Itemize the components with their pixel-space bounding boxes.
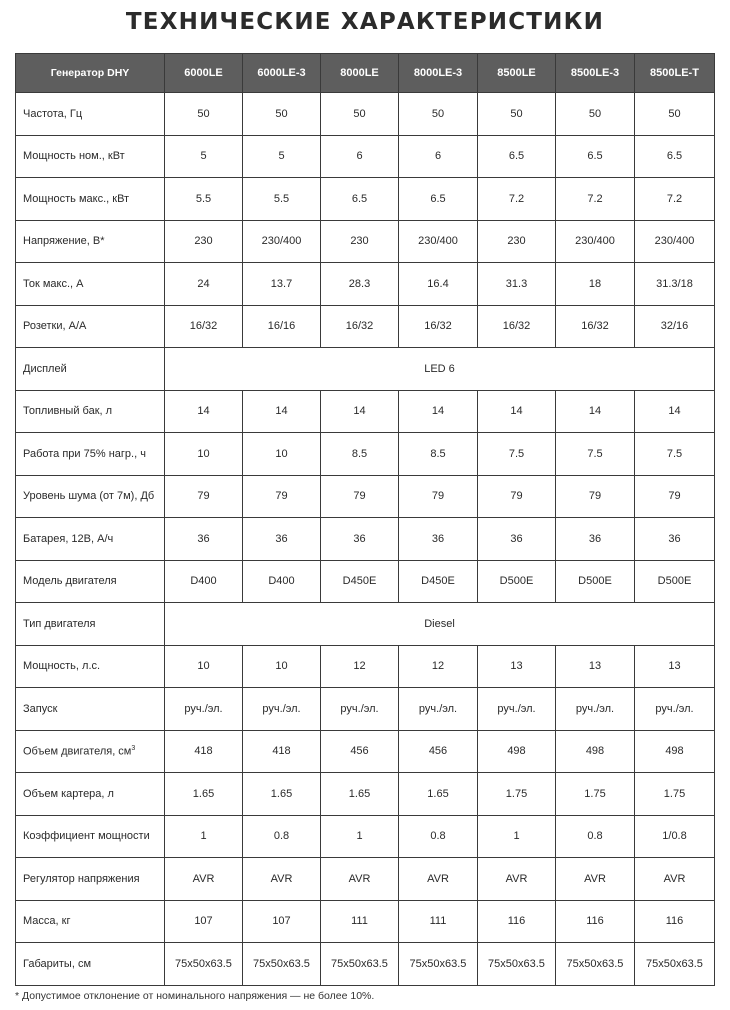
- table-cell: D500E: [556, 560, 635, 603]
- row-label: [16, 518, 165, 561]
- row-label: [16, 433, 165, 476]
- row-label-text: Уровень шума (от 7м), Дб: [23, 490, 155, 503]
- table-cell: 75x50x63.5: [478, 943, 556, 986]
- table-cell: 6.5: [478, 135, 556, 178]
- table-cell: 5: [165, 135, 243, 178]
- model-header: 8500LE: [478, 54, 556, 93]
- row-label-text: Напряжение, В*: [23, 235, 105, 248]
- row-label: [16, 390, 165, 433]
- row-label: [16, 93, 165, 136]
- table-cell: 79: [478, 475, 556, 518]
- row-label: [16, 178, 165, 221]
- row-label-text: Объем двигателя, см: [23, 745, 132, 758]
- table-cell: 1.65: [165, 773, 243, 816]
- table-cell: 14: [635, 390, 715, 433]
- table-cell: 111: [321, 900, 399, 943]
- table-cell: D400: [243, 560, 321, 603]
- table-cell: 1: [478, 815, 556, 858]
- table-cell: 13: [635, 645, 715, 688]
- table-cell: 36: [243, 518, 321, 561]
- table-cell: 230/400: [399, 220, 478, 263]
- model-header: 6000LE: [165, 54, 243, 93]
- row-label-text: Мощность макс., кВт: [23, 192, 130, 205]
- table-cell: 498: [478, 730, 556, 773]
- row-label-text: Дисплей: [23, 362, 67, 375]
- header-label: Генератор DHY: [16, 54, 165, 93]
- model-header: 6000LE-3: [243, 54, 321, 93]
- table-row: [16, 518, 715, 561]
- table-cell: D450E: [399, 560, 478, 603]
- spec-table: [15, 53, 715, 986]
- table-cell: руч./эл.: [556, 688, 635, 731]
- table-cell: 50: [165, 93, 243, 136]
- table-cell: 498: [635, 730, 715, 773]
- table-cell: 7.5: [478, 433, 556, 476]
- table-cell: 6.5: [556, 135, 635, 178]
- table-cell: 1.65: [399, 773, 478, 816]
- table-cell: 12: [321, 645, 399, 688]
- table-cell: 456: [321, 730, 399, 773]
- table-cell: 79: [165, 475, 243, 518]
- model-header: 8000LE-3: [399, 54, 478, 93]
- table-cell: 75x50x63.5: [399, 943, 478, 986]
- table-cell: 14: [321, 390, 399, 433]
- row-label: [16, 943, 165, 986]
- table-cell: 116: [635, 900, 715, 943]
- table-row: [16, 263, 715, 306]
- table-row: [16, 475, 715, 518]
- table-cell: 10: [243, 645, 321, 688]
- table-cell: 10: [243, 433, 321, 476]
- table-cell: 16/32: [556, 305, 635, 348]
- table-cell: 6.5: [321, 178, 399, 221]
- table-cell: 18: [556, 263, 635, 306]
- row-label-superscript: 3: [131, 744, 136, 752]
- table-cell: 230: [478, 220, 556, 263]
- table-cell: 5.5: [165, 178, 243, 221]
- table-cell: 230: [321, 220, 399, 263]
- row-label: [16, 858, 165, 901]
- table-cell: 6.5: [635, 135, 715, 178]
- table-cell: 6: [399, 135, 478, 178]
- table-cell: руч./эл.: [478, 688, 556, 731]
- table-cell: 36: [478, 518, 556, 561]
- table-cell: AVR: [635, 858, 715, 901]
- model-header: 8500LE-3: [556, 54, 635, 93]
- table-cell: руч./эл.: [399, 688, 478, 731]
- table-row: [16, 645, 715, 688]
- table-row: [16, 815, 715, 858]
- table-cell: 79: [321, 475, 399, 518]
- row-label-text: Объем картера, л: [23, 787, 114, 800]
- table-cell: 7.2: [635, 178, 715, 221]
- row-label: [16, 645, 165, 688]
- table-cell: 75x50x63.5: [635, 943, 715, 986]
- table-cell: 50: [478, 93, 556, 136]
- table-row: [16, 178, 715, 221]
- table-cell: 107: [165, 900, 243, 943]
- row-label-text: Тип двигателя: [23, 617, 96, 630]
- table-cell: 14: [165, 390, 243, 433]
- merged-cell: Diesel: [165, 603, 715, 646]
- row-label: [16, 305, 165, 348]
- row-label: [16, 135, 165, 178]
- row-label: [16, 475, 165, 518]
- table-cell: 1.65: [321, 773, 399, 816]
- table-cell: 8.5: [321, 433, 399, 476]
- table-cell: 230/400: [556, 220, 635, 263]
- row-label-text: Габариты, см: [23, 957, 92, 970]
- table-cell: 79: [399, 475, 478, 518]
- table-cell: 50: [243, 93, 321, 136]
- table-row: [16, 943, 715, 986]
- table-cell: 1.65: [243, 773, 321, 816]
- table-cell: 498: [556, 730, 635, 773]
- table-cell: 111: [399, 900, 478, 943]
- table-row: [16, 900, 715, 943]
- table-cell: 1/0.8: [635, 815, 715, 858]
- table-cell: 16/32: [165, 305, 243, 348]
- table-cell: 0.8: [243, 815, 321, 858]
- table-row: [16, 93, 715, 136]
- table-cell: 50: [399, 93, 478, 136]
- table-cell: AVR: [478, 858, 556, 901]
- row-label-text: Мощность, л.с.: [23, 660, 101, 673]
- table-cell: 16/32: [321, 305, 399, 348]
- model-header: 8500LE-T: [635, 54, 715, 93]
- row-label: [16, 815, 165, 858]
- row-label-text: Регулятор напряжения: [23, 872, 140, 885]
- table-cell: 36: [635, 518, 715, 561]
- table-cell: 1.75: [635, 773, 715, 816]
- table-cell: D400: [165, 560, 243, 603]
- table-cell: 75x50x63.5: [556, 943, 635, 986]
- table-cell: 1: [165, 815, 243, 858]
- table-row: [16, 773, 715, 816]
- table-cell: 456: [399, 730, 478, 773]
- table-cell: 13: [478, 645, 556, 688]
- table-cell: 7.5: [556, 433, 635, 476]
- row-label-text: Батарея, 12В, А/ч: [23, 532, 114, 545]
- table-cell: 50: [321, 93, 399, 136]
- table-cell: 116: [556, 900, 635, 943]
- table-cell: 6: [321, 135, 399, 178]
- table-cell: 50: [556, 93, 635, 136]
- table-cell: AVR: [556, 858, 635, 901]
- table-cell: 418: [165, 730, 243, 773]
- table-cell: D500E: [478, 560, 556, 603]
- row-label-text: Работа при 75% нагр., ч: [23, 447, 146, 460]
- table-cell: 5.5: [243, 178, 321, 221]
- table-row: [16, 560, 715, 603]
- table-cell: 230/400: [635, 220, 715, 263]
- row-label: [16, 263, 165, 306]
- table-cell: AVR: [165, 858, 243, 901]
- table-row: [16, 433, 715, 476]
- table-cell: 107: [243, 900, 321, 943]
- table-cell: 5: [243, 135, 321, 178]
- table-cell: 6.5: [399, 178, 478, 221]
- table-cell: 36: [165, 518, 243, 561]
- row-label: [16, 220, 165, 263]
- table-cell: 10: [165, 433, 243, 476]
- table-cell: D500E: [635, 560, 715, 603]
- table-cell: 31.3: [478, 263, 556, 306]
- table-cell: 418: [243, 730, 321, 773]
- row-label: [16, 730, 165, 773]
- table-cell: 1.75: [478, 773, 556, 816]
- table-body: [16, 93, 715, 986]
- row-label-text: Розетки, А/А: [23, 320, 87, 333]
- table-cell: руч./эл.: [243, 688, 321, 731]
- row-label-text: Частота, Гц: [23, 107, 83, 120]
- row-label: [16, 773, 165, 816]
- table-cell: 13.7: [243, 263, 321, 306]
- table-cell: 16/32: [478, 305, 556, 348]
- merged-cell: LED 6: [165, 348, 715, 391]
- table-cell: 14: [478, 390, 556, 433]
- table-row: [16, 135, 715, 178]
- table-header-row: [16, 54, 715, 93]
- page-title: ТЕХНИЧЕСКИЕ ХАРАКТЕРИСТИКИ: [125, 9, 605, 35]
- row-label-text: Мощность ном., кВт: [23, 150, 125, 163]
- table-row: [16, 603, 715, 646]
- row-label: [16, 900, 165, 943]
- table-cell: 116: [478, 900, 556, 943]
- table-cell: 10: [165, 645, 243, 688]
- table-cell: 36: [321, 518, 399, 561]
- row-label: [16, 348, 165, 391]
- table-cell: 16/32: [399, 305, 478, 348]
- table-cell: 230/400: [243, 220, 321, 263]
- table-row: [16, 390, 715, 433]
- row-label: [16, 688, 165, 731]
- model-header: 8000LE: [321, 54, 399, 93]
- row-label-text: Модель двигателя: [23, 575, 117, 588]
- table-row: [16, 730, 715, 773]
- row-label-text: Топливный бак, л: [23, 405, 113, 418]
- row-label: [16, 603, 165, 646]
- table-cell: 50: [635, 93, 715, 136]
- table-cell: 16/16: [243, 305, 321, 348]
- table-cell: 12: [399, 645, 478, 688]
- table-cell: 75x50x63.5: [165, 943, 243, 986]
- table-cell: 14: [556, 390, 635, 433]
- row-label-text: Ток макс., А: [23, 277, 84, 290]
- table-cell: руч./эл.: [321, 688, 399, 731]
- table-cell: 75x50x63.5: [243, 943, 321, 986]
- table-row: [16, 688, 715, 731]
- row-label-text: Коэффициент мощности: [23, 830, 150, 843]
- table-cell: 14: [243, 390, 321, 433]
- table-cell: 0.8: [556, 815, 635, 858]
- table-cell: D450E: [321, 560, 399, 603]
- table-cell: 7.5: [635, 433, 715, 476]
- table-cell: 79: [243, 475, 321, 518]
- table-cell: 14: [399, 390, 478, 433]
- table-cell: 230: [165, 220, 243, 263]
- table-cell: AVR: [321, 858, 399, 901]
- table-cell: 1: [321, 815, 399, 858]
- table-row: [16, 220, 715, 263]
- table-row: [16, 305, 715, 348]
- table-cell: руч./эл.: [635, 688, 715, 731]
- table-cell: 7.2: [478, 178, 556, 221]
- table-cell: AVR: [399, 858, 478, 901]
- footnote: * Допустимое отклонение от номинального напряжения — не более 10%.: [15, 990, 375, 1002]
- table-cell: 32/16: [635, 305, 715, 348]
- table-cell: 75x50x63.5: [321, 943, 399, 986]
- table-cell: 28.3: [321, 263, 399, 306]
- table-row: [16, 858, 715, 901]
- row-label-text: Запуск: [23, 702, 58, 715]
- row-label: [16, 560, 165, 603]
- table-cell: 31.3/18: [635, 263, 715, 306]
- table-cell: 36: [399, 518, 478, 561]
- table-cell: 24: [165, 263, 243, 306]
- row-label-text: Масса, кг: [23, 915, 71, 928]
- table-cell: 0.8: [399, 815, 478, 858]
- table-cell: 13: [556, 645, 635, 688]
- table-cell: AVR: [243, 858, 321, 901]
- table-cell: 8.5: [399, 433, 478, 476]
- table-cell: руч./эл.: [165, 688, 243, 731]
- table-cell: 79: [635, 475, 715, 518]
- table-row: [16, 348, 715, 391]
- table-cell: 16.4: [399, 263, 478, 306]
- table-cell: 79: [556, 475, 635, 518]
- table-cell: 7.2: [556, 178, 635, 221]
- table-cell: 36: [556, 518, 635, 561]
- table-cell: 1.75: [556, 773, 635, 816]
